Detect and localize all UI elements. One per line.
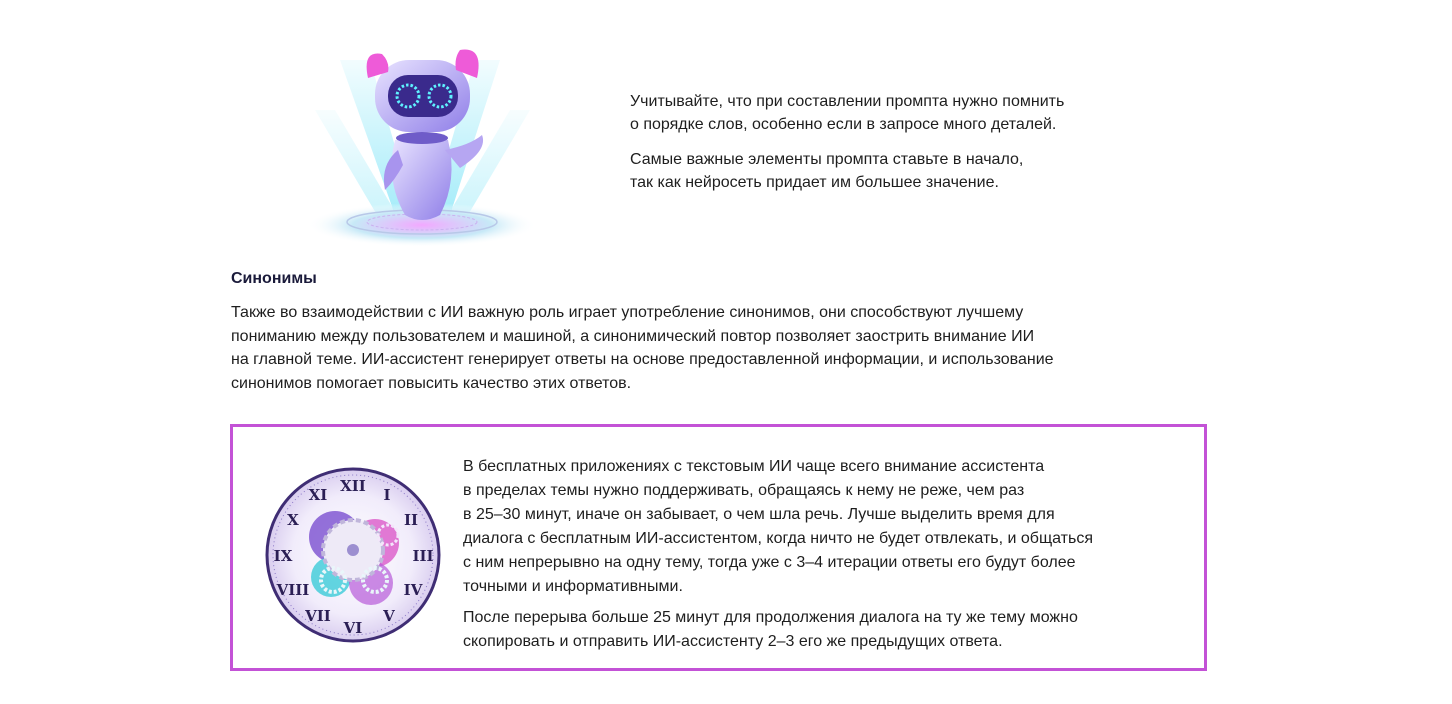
svg-text:XI: XI xyxy=(308,486,328,504)
intro-text-block xyxy=(630,90,1190,206)
robot-illustration xyxy=(300,40,545,250)
svg-text:I: I xyxy=(383,486,391,504)
svg-text:IX: IX xyxy=(273,547,293,565)
section-heading-synonyms: Синонимы xyxy=(231,270,317,287)
svg-text:III: III xyxy=(412,547,434,565)
svg-text:X: X xyxy=(287,511,299,529)
svg-text:XII: XII xyxy=(340,477,366,495)
clock-gears-illustration xyxy=(263,465,443,645)
svg-text:IV: IV xyxy=(403,581,423,599)
intro-paragraph: Учитывайте, что при составлении промпта нужно помнить о порядке слов, особенно если в запросе много деталей. xyxy=(630,93,1065,133)
svg-text:VI: VI xyxy=(343,619,363,637)
intro-paragraph: Самые важные элементы промпта ставьте в начало, так как нейросеть придает им большее значение. xyxy=(630,151,1024,191)
svg-text:II: II xyxy=(403,511,419,529)
svg-text:VIII: VIII xyxy=(276,581,310,599)
callout-paragraph: В бесплатных приложениях с текстовым ИИ чаще всего внимание ассистента в пределах темы нужно поддерживать, обращаясь к нему не реже, чем раз в 25–30 минут, иначе он забывает, о чем шла речь. Лучше выделить время для диалога с бесплатным ИИ-ассистентом, когда ничто не будет отвлекать, и общаться с ним непрерывно на одну тему, тогда уже с 3–4 итерации ответы его будут более точными и информативными. xyxy=(463,458,1093,595)
callout-paragraph: После перерыва больше 25 минут для продолжения диалога на ту же тему можно скопировать и отправить ИИ-ассистенту 2–3 его же предыдущих ответа. xyxy=(463,609,1078,650)
callout-text-block xyxy=(463,455,1193,661)
callout-box xyxy=(230,424,1207,671)
svg-text:VII: VII xyxy=(305,607,331,625)
svg-text:V: V xyxy=(383,607,395,625)
synonyms-paragraph: Также во взаимодействии с ИИ важную роль играет употребление синонимов, они способствуют лучшему пониманию между пользователем и машиной, а синонимический повтор позволяет заострить внимание ИИ на главной теме. ИИ-ассистент генерирует ответы на основе предоставленной информации, и использование синонимов помогает повысить качество этих ответов. xyxy=(231,304,1054,392)
